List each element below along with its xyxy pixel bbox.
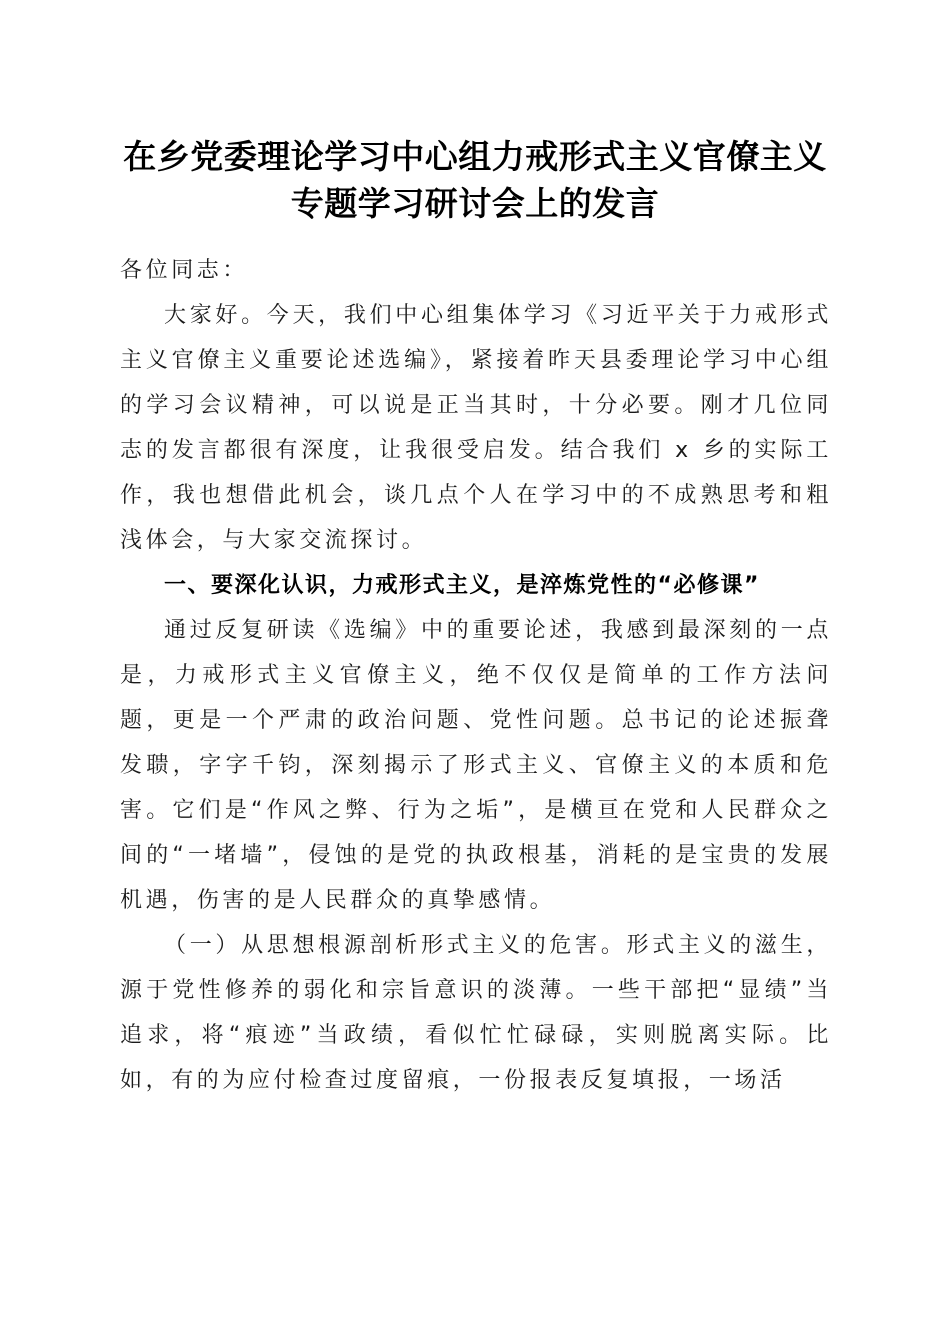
document-title: 在乡党委理论学习中心组力戒形式主义官僚主义专题学习研讨会上的发言 — [123, 137, 827, 223]
section-one-heading: 一、要深化认识，力戒形式主义，是淬炼党性的“必修课” — [164, 573, 760, 598]
intro-paragraph: 大家好。今天，我们中心组集体学习《习近平关于力戒形式主义官僚主义重要论述选编》，紧接着昨天县委理论学习中心组的学习会议精神，可以说是正当其时，十分必要。刚才几位同志的发言都很有深度，让我很受启发。结合我们 x 乡的实际工作，我也想借此机会，谈几点个人在学习中的不成熟思考和粗浅体会，与大家交流探讨。 — [120, 303, 832, 553]
section-one-paragraph: 通过反复研读《选编》中的重要论述，我感到最深刻的一点是，力戒形式主义官僚主义，绝不仅仅是简单的工作方法问题，更是一个严肃的政治问题、党性问题。总书记的论述振聋发聩，字字千钧，深刻揭示了形式主义、官僚主义的本质和危害。它们是“作风之弊、行为之垢”，是横亘在党和人民群众之间的“一堵墙”，侵蚀的是党的执政根基，消耗的是宝贵的发展机遇，伤害的是人民群众的真挚感情。 — [120, 618, 832, 913]
document-body — [120, 248, 832, 1103]
salutation: 各位同志： — [120, 258, 249, 283]
subsection-one-paragraph: （一）从思想根源剖析形式主义的危害。形式主义的滋生，源于党性修养的弱化和宗旨意识的淡薄。一些干部把“显绩”当追求，将“痕迹”当政绩，看似忙忙碌碌，实则脱离实际。比如，有的为应付检查过度留痕，一份报表反复填报，一场活 — [120, 933, 832, 1093]
